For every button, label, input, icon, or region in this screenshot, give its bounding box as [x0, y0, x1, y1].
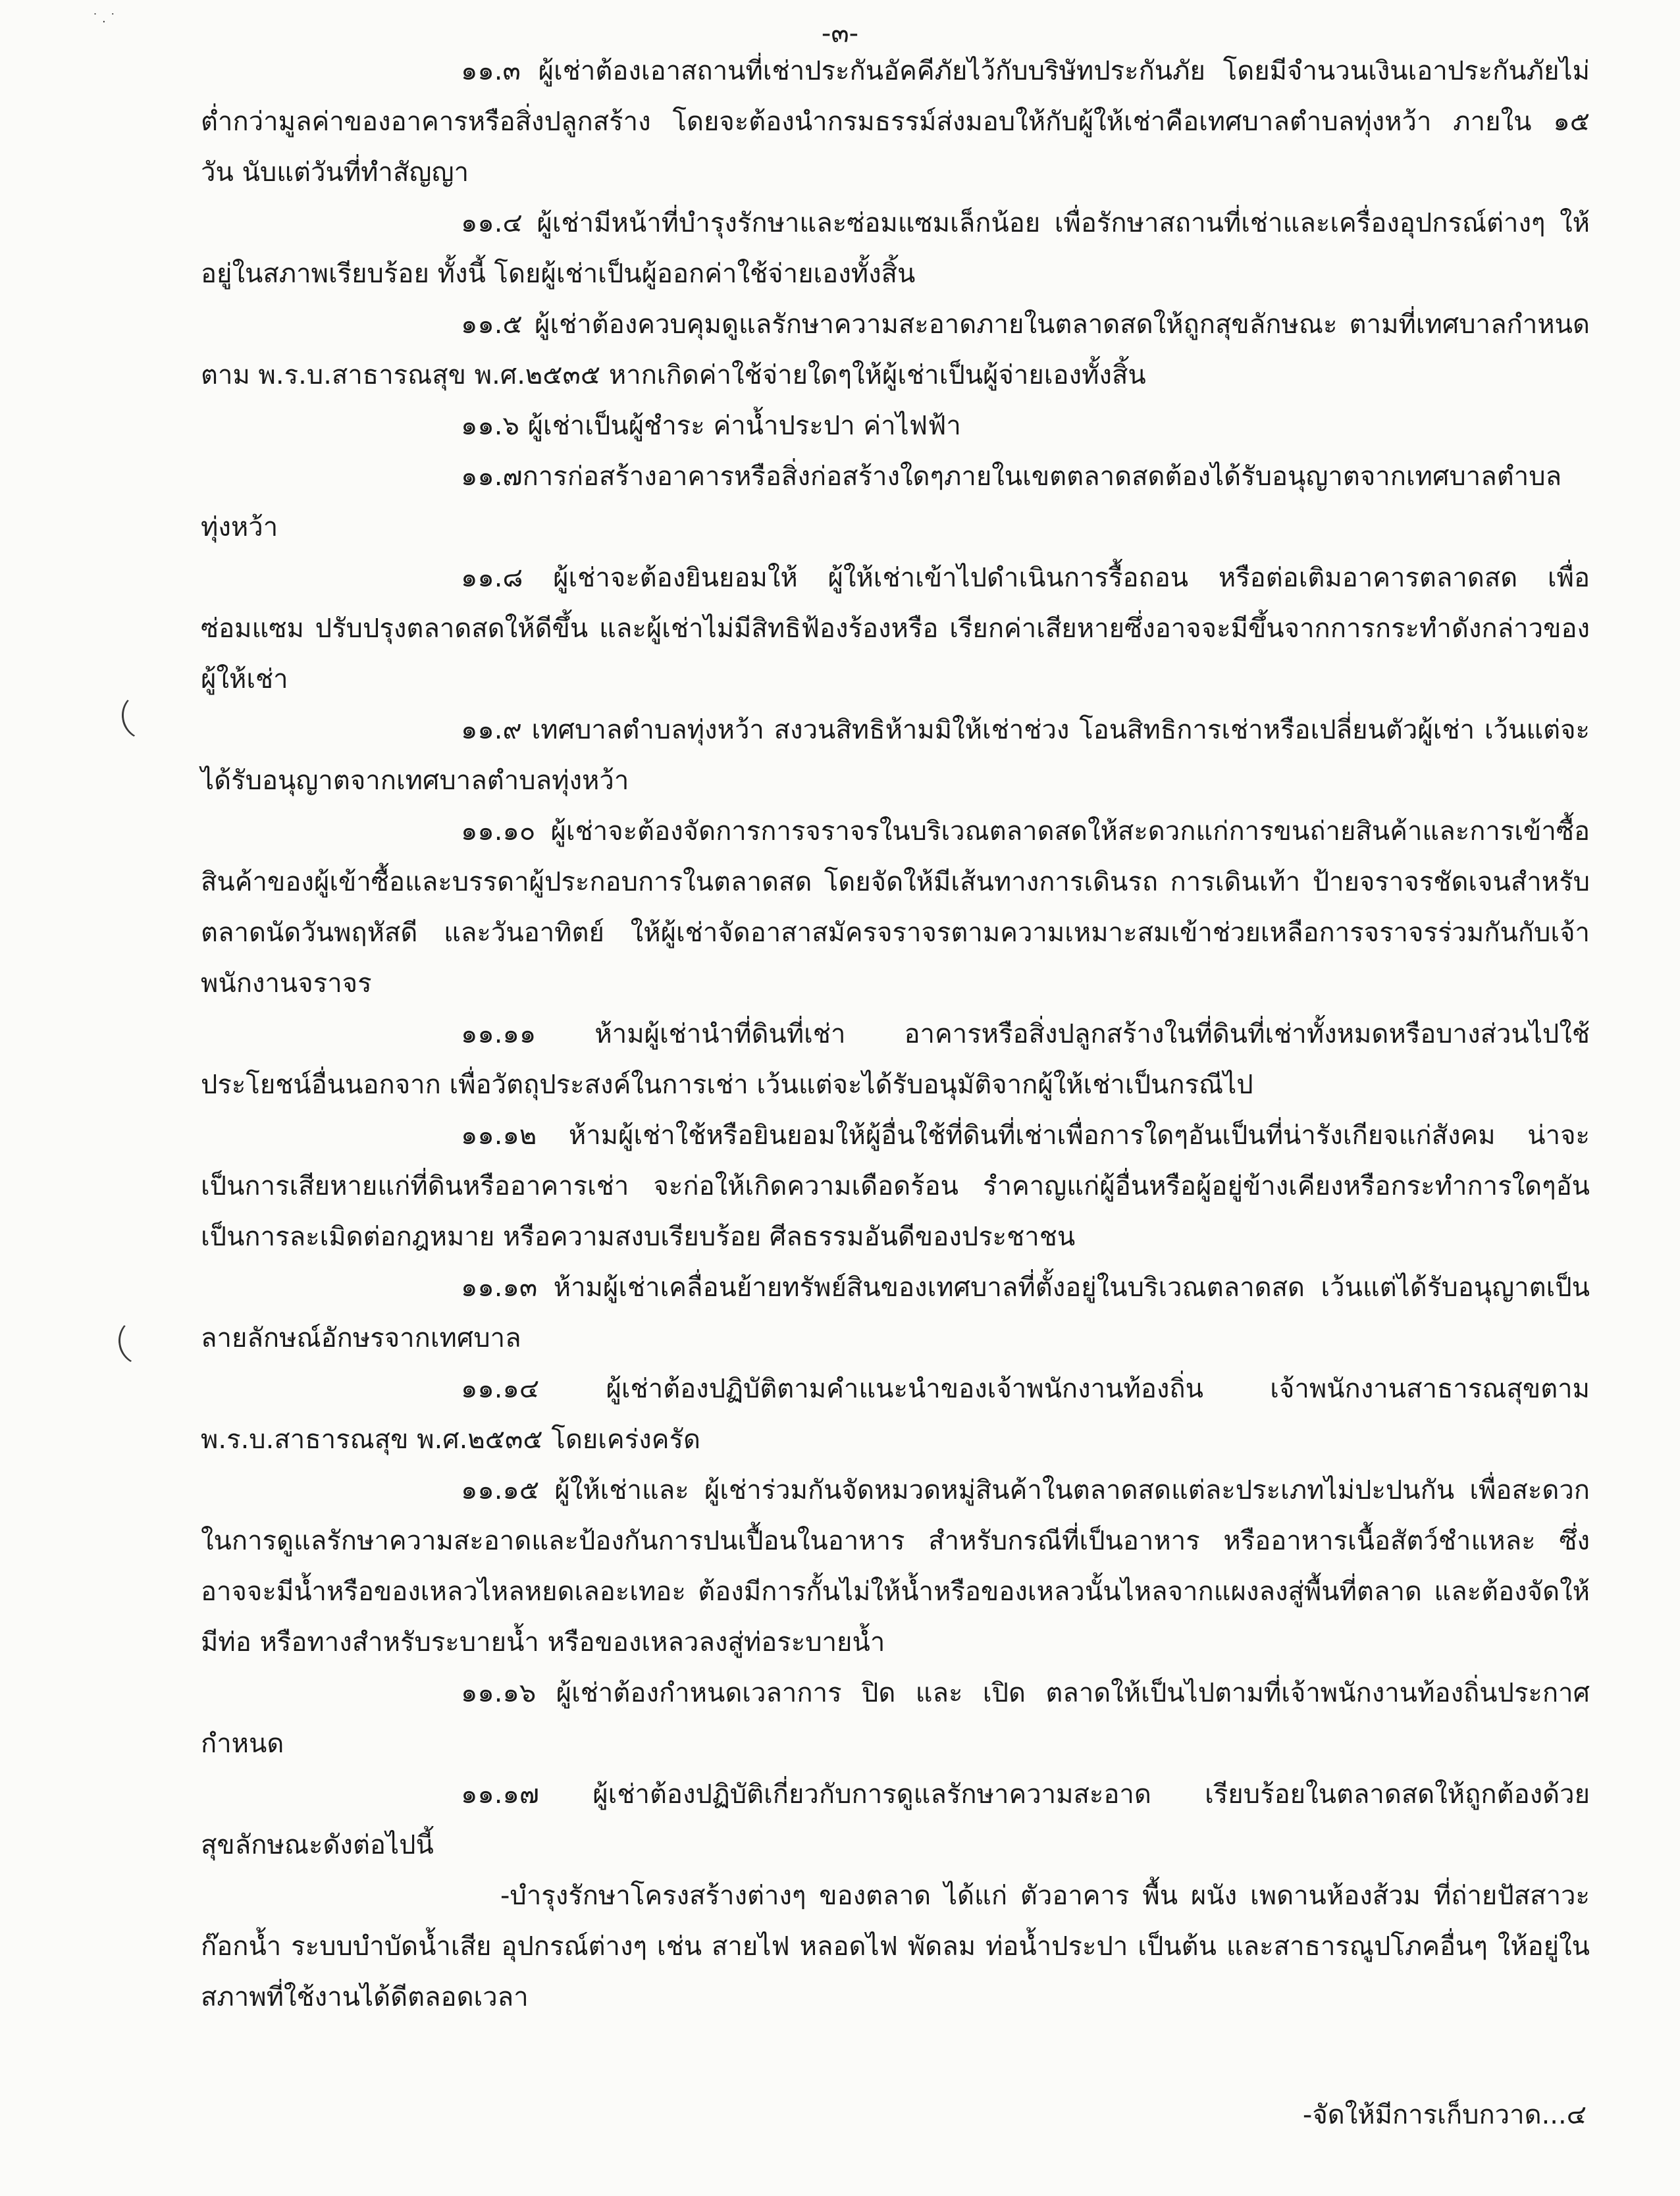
clause-11-17-sub-item: -บำรุงรักษาโครงสร้างต่างๆ ของตลาด ได้แก่ ตัวอาคาร พื้น ผนัง เพดานห้องส้วม ที่ถ่ายปัสสาวะ ก๊อกน้ำ ระบบบำบัดน้ำเสีย อุปกรณ์ต่างๆ เช่น สายไฟ หลอดไฟ พัดลม ท่อน้ำประปา เป็นต้น และสาธารณูปโภคอื่นๆ ให้อยู่ในสภาพที่ใช้งานได้ดีตลอดเวลา	[201, 1881, 1590, 2012]
clause-11-17: ๑๑.๑๗ ผู้เช่าต้องปฏิบัติเกี่ยวกับการดูแลรักษาความสะอาด เรียบร้อยในตลาดสดให้ถูกต้องด้วยสุขลักษณะดังต่อไปนี้	[201, 1779, 1590, 1860]
scan-speck-mark: ˙.˙	[92, 12, 120, 26]
clause-11-9: ๑๑.๙ เทศบาลตำบลทุ่งหว้า สงวนสิทธิห้ามมิให้เช่าช่วง โอนสิทธิการเช่าหรือเปลี่ยนตัวผู้เช่า เว้นแต่จะได้รับอนุญาตจากเทศบาลตำบลทุ่งหว้า	[201, 715, 1590, 796]
clause-11-8: ๑๑.๘ ผู้เช่าจะต้องยินยอมให้ ผู้ให้เช่าเข้าไปดำเนินการรื้อถอน หรือต่อเติมอาคารตลาดสด เพื่อซ่อมแซม ปรับปรุงตลาดสดให้ดีขึ้น และผู้เช่าไม่มีสิทธิฟ้องร้องหรือ เรียกค่าเสียหายซึ่งอาจจะมีขึ้นจากการกระทำดังกล่าวของผู้ให้เช่า	[201, 563, 1590, 694]
clause-11-5: ๑๑.๕ ผู้เช่าต้องควบคุมดูแลรักษาความสะอาดภายในตลาดสดให้ถูกสุขลักษณะ ตามที่เทศบาลกำหนด ตาม พ.ร.บ.สาธารณสุข พ.ศ.๒๕๓๕ หากเกิดค่าใช้จ่ายใดๆให้ผู้เช่าเป็นผู้จ่ายเองทั้งสิ้น	[201, 309, 1590, 390]
clause-11-14: ๑๑.๑๔ ผู้เช่าต้องปฏิบัติตามคำแนะนำของเจ้าพนักงานท้องถิ่น เจ้าพนักงานสาธารณสุขตาม พ.ร.บ.สาธารณสุข พ.ศ.๒๕๓๕ โดยเคร่งครัด	[201, 1374, 1590, 1455]
clause-11-11: ๑๑.๑๑ ห้ามผู้เช่านำที่ดินที่เช่า อาคารหรือสิ่งปลูกสร้างในที่ดินที่เช่าทั้งหมดหรือบางส่วนไปใช้ประโยชน์อื่นนอกจาก เพื่อวัตถุประสงค์ในการเช่า เว้นแต่จะได้รับอนุมัติจากผู้ให้เช่าเป็นกรณีไป	[201, 1019, 1590, 1100]
clause-11-16: ๑๑.๑๖ ผู้เช่าต้องกำหนดเวลาการ ปิด และ เปิด ตลาดให้เป็นไปตามที่เจ้าพนักงานท้องถิ่นประกาศกำหนด	[201, 1678, 1590, 1759]
continuation-footer: -จัดให้มีการเก็บกวาด...๔	[1302, 2100, 1587, 2130]
page-number: -๓-	[821, 18, 859, 49]
clause-11-3: ๑๑.๓ ผู้เช่าต้องเอาสถานที่เช่าประกันอัคคีภัยไว้กับบริษัทประกันภัย โดยมีจำนวนเงินเอาประกันภัยไม่ต่ำกว่ามูลค่าของอาคารหรือสิ่งปลูกสร้าง โดยจะต้องนำกรมธรรม์ส่งมอบให้กับผู้ให้เช่าคือเทศบาลตำบลทุ่งหว้า ภายใน ๑๕ วัน นับแต่วันที่ทำสัญญา	[201, 56, 1590, 188]
clause-11-15: ๑๑.๑๕ ผู้ให้เช่าและ ผู้เช่าร่วมกันจัดหมวดหมู่สินค้าในตลาดสดแต่ละประเภทไม่ปะปนกัน เพื่อสะดวกในการดูแลรักษาความสะอาดและป้องกันการปนเปื้อนในอาหาร สำหรับกรณีที่เป็นอาหาร หรืออาหารเนื้อสัตว์ชำแหละ ซึ่งอาจจะมีน้ำหรือของเหลวไหลหยดเลอะเทอะ ต้องมีการกั้นไม่ให้น้ำหรือของเหลวนั้นไหลจากแผงลงสู่พื้นที่ตลาด และต้องจัดให้มีท่อ หรือทางสำหรับระบายน้ำ หรือของเหลวลงสู่ท่อระบายน้ำ	[201, 1475, 1590, 1658]
clause-11-4: ๑๑.๔ ผู้เช่ามีหน้าที่บำรุงรักษาและซ่อมแซมเล็กน้อย เพื่อรักษาสถานที่เช่าและเครื่องอุปกรณ์ต่างๆ ให้อยู่ในสภาพเรียบร้อย ทั้งนี้ โดยผู้เช่าเป็นผู้ออกค่าใช้จ่ายเองทั้งสิ้น	[201, 208, 1590, 289]
clause-11-10: ๑๑.๑๐ ผู้เช่าจะต้องจัดการการจราจรในบริเวณตลาดสดให้สะดวกแก่การขนถ่ายสินค้าและการเข้าซื้อสินค้าของผู้เข้าซื้อและบรรดาผู้ประกอบการในตลาดสด โดยจัดให้มีเส้นทางการเดินรถ การเดินเท้า ป้ายจราจรชัดเจนสำหรับตลาดนัดวันพฤหัสดี และวันอาทิตย์ ให้ผู้เช่าจัดอาสาสมัครจราจรตามความเหมาะสมเข้าช่วยเหลือการจราจรร่วมกันกับเจ้าพนักงานจราจร	[201, 816, 1590, 999]
clause-11-6: ๑๑.๖ ผู้เช่าเป็นผู้ชำระ ค่าน้ำประปา ค่าไฟฟ้า	[461, 411, 961, 441]
punch-hole-lower	[115, 1313, 171, 1369]
punch-hole-upper	[118, 687, 174, 744]
clause-11-13: ๑๑.๑๓ ห้ามผู้เช่าเคลื่อนย้ายทรัพย์สินของเทศบาลที่ตั้งอยู่ในบริเวณตลาดสด เว้นแต่ได้รับอนุญาตเป็นลายลักษณ์อักษรจากเทศบาล	[201, 1272, 1590, 1353]
clause-11-7: ๑๑.๗การก่อสร้างอาคารหรือสิ่งก่อสร้างใดๆภายในเขตตลาดสดต้องได้รับอนุญาตจากเทศบาลตำบล ทุ่งหว้า	[201, 461, 1562, 542]
document-body	[201, 46, 1590, 2023]
clause-11-12: ๑๑.๑๒ ห้ามผู้เช่าใช้หรือยินยอมให้ผู้อื่นใช้ที่ดินที่เช่าเพื่อการใดๆอันเป็นที่น่ารังเกียจแก่สังคม น่าจะเป็นการเสียหายแก่ที่ดินหรืออาคารเช่า จะก่อให้เกิดความเดือดร้อน รำคาญแก่ผู้อื่นหรือผู้อยู่ข้างเคียงหรือกระทำการใดๆอันเป็นการละเมิดต่อกฎหมาย หรือความสงบเรียบร้อย ศีลธรรมอันดีของประชาชน	[201, 1120, 1590, 1252]
